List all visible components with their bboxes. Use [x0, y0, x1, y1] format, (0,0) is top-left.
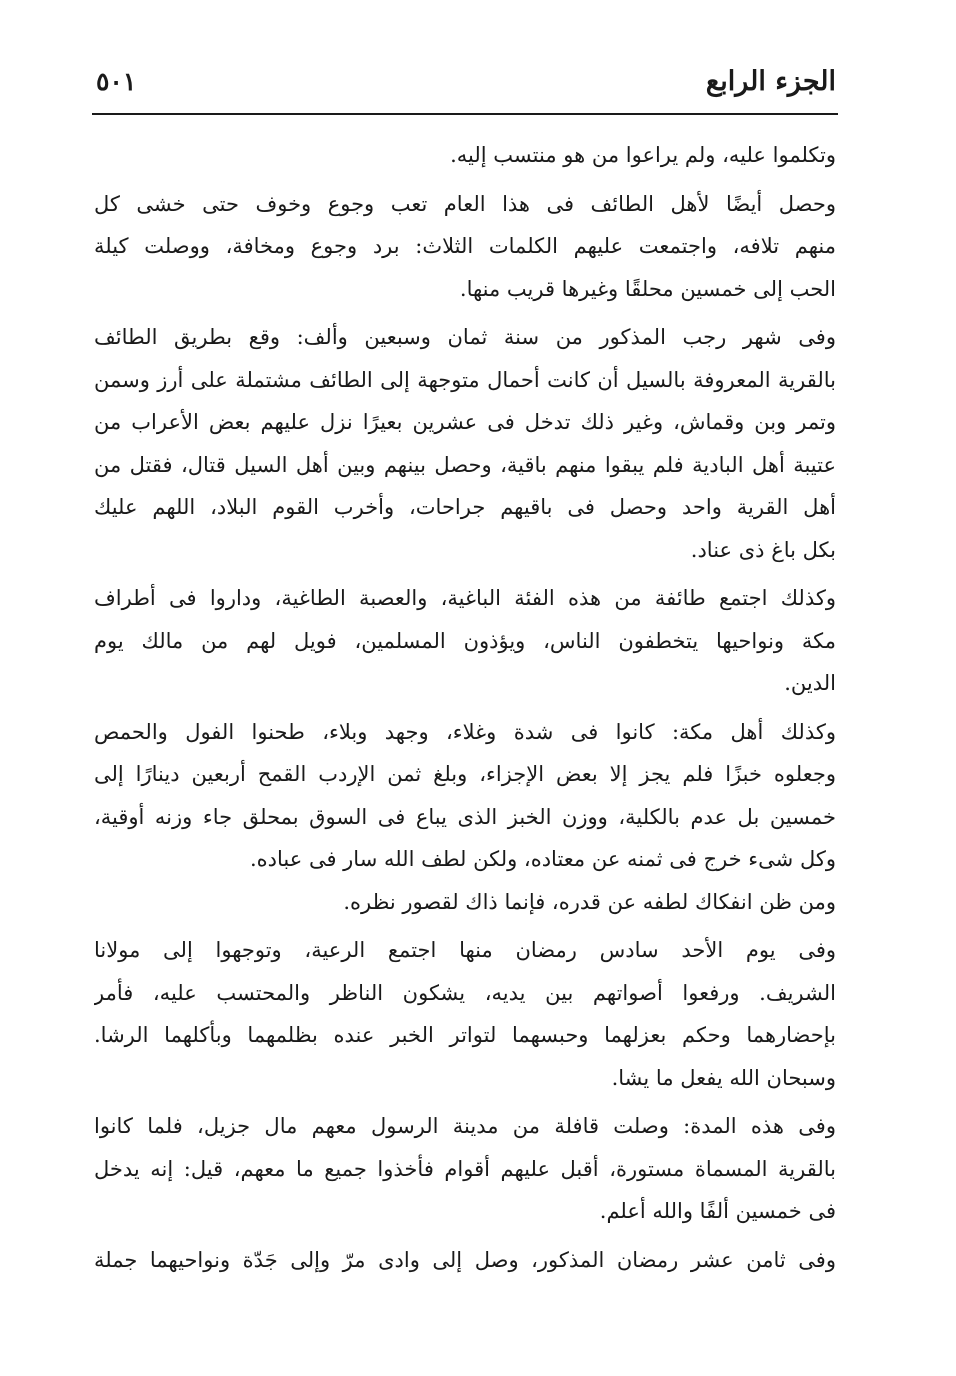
text-line: وفى شهر رجب المذكور من سنة ثمان وسبعين وألف: وقع بطريق الطائف	[94, 325, 836, 349]
text-line: وجعلوه خبزًا فلم يجز إلا بعض الإجزاء، وبلغ ثمن الإردب القمح أربعين دينارًا إلى	[94, 762, 836, 786]
paragraph	[94, 577, 836, 705]
text-line: الحب إلى خمسين محلقًا وغيرها قريب منها.	[459, 276, 836, 301]
text-line: ومن ظن انفكاك لطفه عن قدره، فإنما ذاك لقصور نظره.	[343, 889, 836, 914]
page-header	[94, 60, 836, 106]
text-line: بكل باغ ذى عناد.	[690, 537, 836, 562]
text-line: خمسين بل عدم بالكلية، ووزن الخبز الذى يباع فى السوق بمحلق جاء وزنه أوقية،	[94, 804, 836, 829]
text-line: وحصل أيضًا لأهل الطائف فى هذا العام تعب وجوع وخوف حتى خشى كل	[94, 191, 836, 216]
paragraph	[94, 183, 836, 311]
running-title: الجزء الرابع	[705, 66, 836, 97]
text-line: فى خمسين ألفًا والله أعلم.	[599, 1199, 836, 1223]
header-rule	[92, 113, 838, 115]
text-line: الدين.	[784, 671, 836, 695]
text-line: وكذلك اجتمع طائفة من هذه الفئة الباغية، والعصبة الطاغية، وداروا فى أطراف	[94, 586, 836, 610]
paragraph	[94, 316, 836, 571]
paragraph	[94, 929, 836, 1099]
text-line: بالقرية المعروفة بالسيل أن كانت أحمال متوجهة إلى الطائف مشتملة على أرز وسمن	[94, 367, 836, 392]
paragraph	[94, 711, 836, 924]
text-line: وفى هذه المدة: وصلت قافلة من مدينة الرسول معهم مال جزيل، فلما كانوا	[94, 1114, 836, 1138]
text-line: الشريف. ورفعوا أصواتهم بين يديه، يشكون الناظر والمحتسب عليه، فأمر	[94, 980, 836, 1005]
text-line: عتيبة أهل البادية فلم يبقوا منهم باقية، وحصل بينهم وبين أهل السيل قتال، فقتل من	[94, 452, 836, 477]
paragraph	[94, 134, 836, 177]
text-line: وفى يوم الأحد سادس رمضان منها اجتمع الرعية، وتوجهوا إلى مولانا	[94, 938, 836, 962]
page-number: ٥٠١	[96, 67, 137, 96]
text-line: أهل القرية واحد وحصل فى باقيهم جراحات، وأخرب القوم البلاد، اللهم عليك	[94, 495, 836, 519]
paragraph	[94, 1105, 836, 1233]
text-line: مكة ونواحيها يتخطفون الناس، ويؤذون المسلمين، فويل لهم من مالك يوم	[94, 628, 836, 653]
text-line: وكذلك أهل مكة: كانوا فى شدة وغلاء، وجهد وبلاء، طحنوا الفول والحمص	[94, 719, 836, 744]
body-text	[94, 134, 836, 1287]
text-line: وفى ثامن عشر رمضان المذكور، وصل إلى وادى مرّ وإلى جَدّة ونواحيهما جملة	[94, 1247, 836, 1272]
text-line: وتكلموا عليه، ولم يراعوا من هو منتسب إليه.	[450, 143, 836, 167]
text-line: وتمر وبن وقماش، وغير ذلك تدخل فى عشرين بعيرًا نزل عليهم بعض الأعراب من	[94, 410, 836, 434]
text-line: منهم تلافه، واجتمعت عليهم الكلمات الثلاث: برد وجوع ومخافة، ووصلت كيلة	[94, 234, 836, 258]
text-line: وسبحان الله يفعل ما يشا.	[611, 1065, 836, 1090]
text-line: بإحضارهما وحكم بعزلهما وحبسهما لتواتر الخبر عنده بظلمهما وبأكلهما الرشا.	[94, 1023, 836, 1047]
paragraph	[94, 1239, 836, 1282]
text-line: بالقرية المسماة مستورة، أقبل عليهم أقوام فأخذوا جميع ما معهم، قيل: إنه يدخل	[94, 1156, 836, 1181]
text-line: وكل شىء خرج فى ثمنه عن معتاده، ولكن لطف الله سار فى عباده.	[249, 847, 836, 871]
